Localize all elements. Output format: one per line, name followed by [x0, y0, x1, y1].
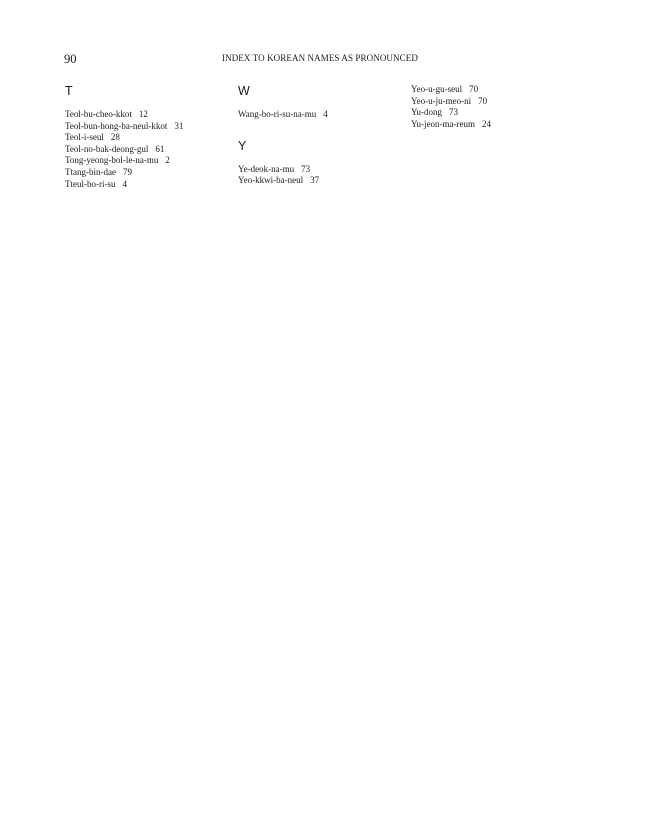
index-entry-list — [65, 109, 183, 190]
index-entry — [65, 132, 183, 144]
entry-page: 79 — [122, 166, 132, 177]
index-section-w — [238, 84, 328, 121]
entry-name: Teol-i-seul — [65, 132, 104, 143]
entry-name: Teol-bun-hong-ba-neul-kkot — [65, 120, 168, 131]
entry-page: 4 — [323, 109, 328, 119]
index-entry — [65, 144, 183, 156]
index-column-3 — [411, 84, 491, 130]
index-entry-list — [238, 164, 328, 187]
index-section-y — [238, 139, 328, 187]
section-letter-heading: W — [238, 84, 250, 98]
index-entry — [411, 119, 491, 131]
entry-page: 37 — [310, 175, 320, 186]
entry-name: Ttang-bin-dae — [65, 166, 116, 177]
entry-page: 70 — [478, 95, 488, 106]
index-entry — [411, 96, 491, 108]
running-head: INDEX TO KOREAN NAMES AS PRONOUNCED — [222, 53, 418, 63]
index-entry — [238, 175, 328, 187]
index-entry — [65, 121, 183, 133]
entry-page: 28 — [110, 132, 120, 143]
page-number: 90 — [64, 52, 77, 66]
entry-name: Yu-jeon-ma-reum — [411, 118, 475, 129]
index-column-1 — [65, 84, 183, 190]
index-section-y-continued — [411, 84, 491, 130]
index-entry — [65, 179, 183, 191]
index-entry — [238, 164, 328, 176]
entry-page: 12 — [138, 109, 148, 119]
index-column-2 — [238, 84, 328, 187]
entry-page: 2 — [165, 155, 170, 166]
entry-page: 24 — [481, 118, 491, 129]
entry-page: 70 — [469, 84, 479, 94]
entry-name: Wang-bo-ri-su-na-mu — [238, 109, 317, 119]
index-entry — [65, 167, 183, 179]
entry-page: 31 — [174, 120, 184, 131]
entry-name: Teol-no-bak-deong-gul — [65, 143, 149, 154]
entry-page: 4 — [122, 178, 127, 189]
entry-name: Yeo-kkwi-ba-neul — [238, 175, 304, 186]
index-section-t — [65, 84, 183, 190]
entry-page: 61 — [155, 143, 165, 154]
section-letter-heading: T — [65, 84, 73, 98]
entry-name: Tteul-bo-ri-su — [65, 178, 116, 189]
entry-name: Yeo-u-gu-seul — [411, 84, 463, 94]
entry-name: Yu-dong — [411, 107, 442, 118]
entry-name: Teol-bu-cheo-kkot — [65, 109, 132, 119]
index-entry — [65, 109, 183, 121]
entry-name: Yeo-u-ju-meo-ni — [411, 95, 472, 106]
entry-page: 73 — [449, 107, 458, 118]
entry-page: 73 — [301, 163, 311, 174]
section-letter-heading: Y — [238, 138, 247, 153]
entry-name: Ye-deok-na-mu — [238, 163, 295, 174]
index-entry — [411, 84, 491, 96]
entry-name: Tong-yeong-bol-le-na-mu — [65, 155, 159, 166]
index-entry-list — [411, 84, 491, 130]
index-entry-list — [238, 109, 328, 121]
index-entry — [411, 107, 491, 119]
index-entry — [65, 155, 183, 167]
index-entry — [238, 109, 328, 121]
